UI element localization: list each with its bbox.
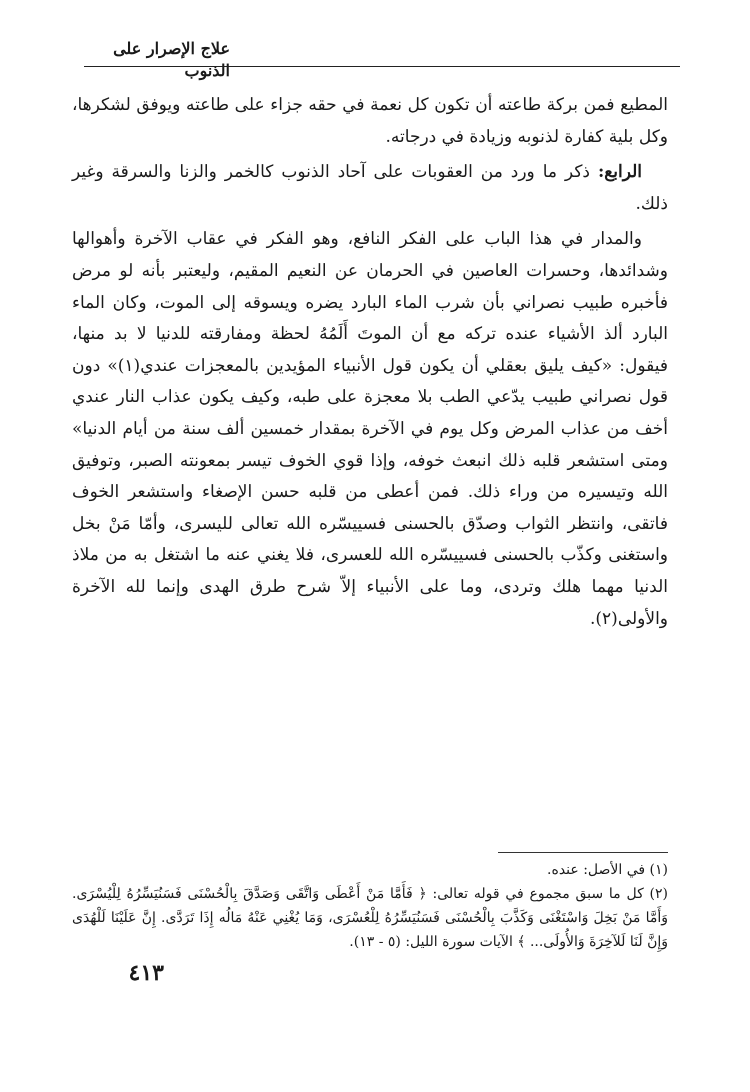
paragraph-1	[72, 90, 668, 153]
running-head: علاج الإصرار على الذنوب	[113, 39, 230, 80]
footnote-ref-2: (٢)	[595, 608, 618, 629]
paragraph-1-text: المطيع فمن بركة طاعته أن تكون كل نعمة في حقه جزاء على طاعته ويوفق لشكرها، وكل بلية كفارة لذنوبه وزيادة في درجاته.	[72, 95, 668, 147]
footnotes	[72, 858, 668, 954]
footnote-rule	[498, 852, 668, 853]
paragraph-2	[72, 157, 668, 220]
footnote-1: (١) في الأصل: عنده.	[547, 862, 668, 878]
paragraph-3-text-a: والمدار في هذا الباب على الفكر النافع، وهو الفكر في عقاب الآخرة وأهوالها وشدائدها، وحسرات العاصين في الحرمان عن النعيم المقيم، وليعتبر بأنه لو مرض فأخبره طبيب نصراني بأن شرب الماء البارد يضره ويسوقه إلى الموت، وكان الماء البارد ألذ الأشياء عنده تركه مع أن الموتَ أَلَمُهُ لحظة ومفارقته للدنيا لا بد منها، فيقول: «كيف يليق بعقلي أن يكون قول الأنبياء المؤيدين بالمعجزات عندي	[72, 229, 668, 376]
header-rule	[84, 66, 680, 67]
footnote-ref-1: (١)	[117, 355, 141, 376]
page-number: ٤١٣	[128, 960, 164, 986]
body-text	[72, 90, 668, 639]
paragraph-2-lead: الرابع:	[597, 162, 642, 183]
footnote-2: (٢) كل ما سبق مجموع في قوله تعالى: ﴿ فَأَمَّا مَنْ أَعْطَى وَاتَّقَى وَصَدَّقَ بِالْحُسْنَى فَسَنُيَسِّرُهُ لِلْيُسْرَى. وَأَمَّا مَنْ بَخِلَ وَاسْتَغْنَى وَكَذَّبَ بِالْحُسْنَى فَسَنُيَسِّرُهُ لِلْعُسْرَى، وَمَا يُغْنِي عَنْهُ مَالُه إِذَا تَرَدَّى. إِنَّ عَلَيْنَا لَلْهُدَى وَإِنَّ لَنَا لَلآخِرَةَ وَالأُولَى... ﴾ الآيات سورة الليل: (٥ - ١٣).	[72, 886, 668, 950]
paragraph-3-end: .	[589, 608, 596, 629]
paragraph-2-text: ذكر ما ورد من العقوبات على آحاد الذنوب كالخمر والزنا والسرقة وغير ذلك.	[72, 162, 668, 214]
paragraph-3-text-b: » دون قول نصراني طبيب يدّعي الطب بلا معجزة على طبه، وكيف يكون عذاب النار عندي أخف من عذاب المرض وكل يوم في الآخرة بمقدار خمسين ألف سنة من أيام الدنيا» ومتى استشعر قلبه ذلك انبعث خوفه، وإذا قوي الخوف تيسر بمعونته الصبر، وتوفيق الله وتيسيره من وراء ذلك. فمن أعطى من قلبه حسن الإصغاء واستشعر الخوف فاتقى، وانتظر الثواب وصدّق بالحسنى فسييسّره الله تعالى لليسرى، وأمّا مَنْ بخل واستغنى وكذّب بالحسنى فسييسّره الله للعسرى، فلا يغني عنه ما اشتغل به من ملاذ الدنيا مهما هلك وتردى، وما على الأنبياء إلاّ شرح طرق الهدى وإنما لله الآخرة والأولى	[72, 355, 668, 629]
paragraph-3	[72, 224, 668, 635]
